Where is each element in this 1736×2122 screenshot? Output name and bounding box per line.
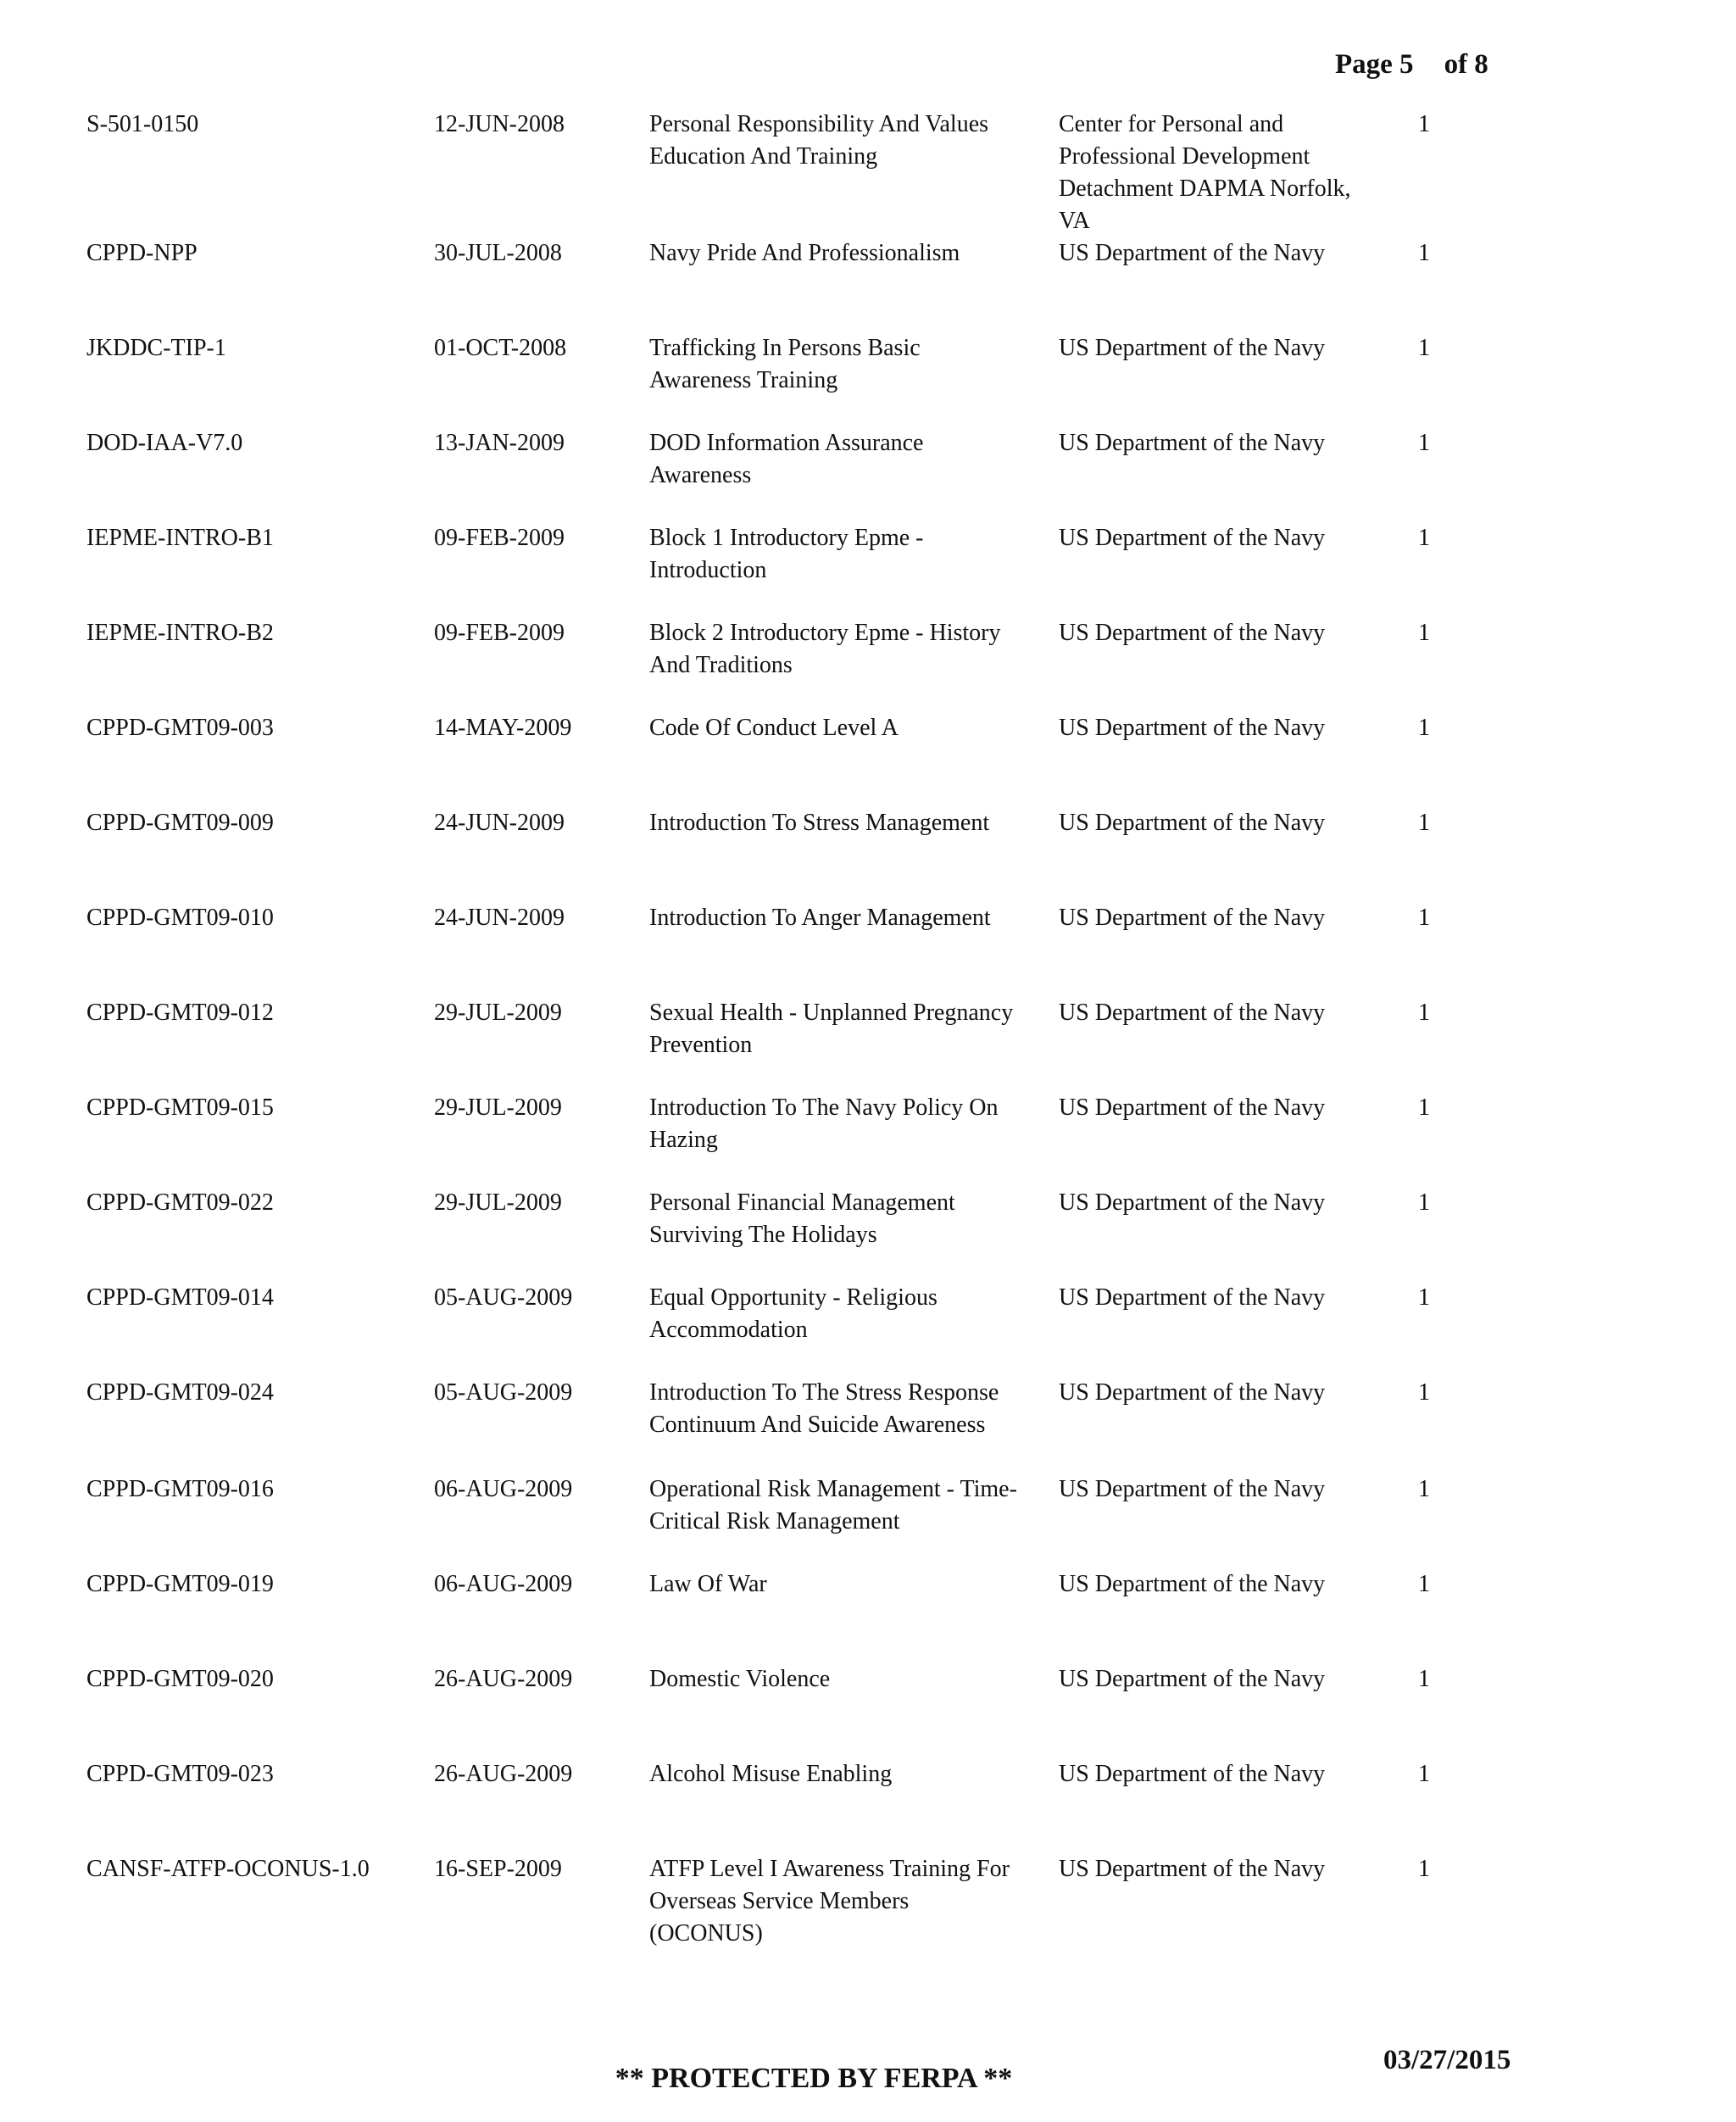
- credit-value: 1: [1418, 525, 1430, 551]
- table-row: [0, 1758, 1736, 1853]
- course-title: ATFP Level I Awareness Training For Overseas Service Members (OCONUS): [649, 1856, 1010, 1947]
- course-code: CPPD-NPP: [86, 240, 198, 266]
- course-title: Navy Pride And Professionalism: [649, 240, 960, 266]
- course-title: Personal Responsibility And Values Education And Training: [649, 111, 989, 170]
- page-number: Page 5: [1335, 49, 1414, 80]
- credit-value: 1: [1418, 620, 1430, 646]
- course-title: Domestic Violence: [649, 1666, 831, 1692]
- course-code: CPPD-GMT09-014: [86, 1284, 274, 1311]
- course-code: CANSF-ATFP-OCONUS-1.0: [86, 1856, 370, 1882]
- completion-date: 01-OCT-2008: [434, 335, 567, 361]
- credit-value: 1: [1418, 1379, 1430, 1406]
- course-title: Alcohol Misuse Enabling: [649, 1761, 893, 1787]
- completion-date: 05-AUG-2009: [434, 1379, 573, 1406]
- institution: US Department of the Navy: [1059, 1284, 1326, 1311]
- credit-value: 1: [1418, 1856, 1430, 1882]
- completion-date: 06-AUG-2009: [434, 1476, 573, 1502]
- course-code: CPPD-GMT09-016: [86, 1476, 274, 1502]
- course-title: Trafficking In Persons Basic Awareness Training: [649, 335, 921, 393]
- completion-date: 09-FEB-2009: [434, 620, 565, 646]
- table-row: [0, 1853, 1736, 1982]
- completion-date: 29-JUL-2009: [434, 1094, 562, 1121]
- course-title: Block 2 Introductory Epme - History And Traditions: [649, 620, 1001, 678]
- institution: US Department of the Navy: [1059, 335, 1326, 361]
- institution: US Department of the Navy: [1059, 1571, 1326, 1597]
- course-title: Code Of Conduct Level A: [649, 715, 899, 741]
- page-indicator: [1335, 49, 1488, 81]
- table-row: [0, 237, 1736, 332]
- institution: Center for Personal and Professional Development Detachment DAPMA Norfolk, VA: [1059, 111, 1351, 234]
- course-title: Introduction To Anger Management: [649, 905, 991, 931]
- completion-date: 29-JUL-2009: [434, 1000, 562, 1026]
- credit-value: 1: [1418, 111, 1430, 137]
- completion-date: 12-JUN-2008: [434, 111, 565, 137]
- course-title: DOD Information Assurance Awareness: [649, 430, 924, 488]
- table-row: [0, 332, 1736, 427]
- institution: US Department of the Navy: [1059, 1856, 1326, 1882]
- table-row: [0, 997, 1736, 1092]
- course-code: S-501-0150: [86, 111, 199, 137]
- completion-date: 09-FEB-2009: [434, 525, 565, 551]
- completion-date: 06-AUG-2009: [434, 1571, 573, 1597]
- course-code: CPPD-GMT09-009: [86, 810, 274, 836]
- completion-date: 24-JUN-2009: [434, 905, 565, 931]
- ferpa-notice: ** PROTECTED BY FERPA **: [615, 2063, 1013, 2094]
- course-title: Sexual Health - Unplanned Pregnancy Prevention: [649, 1000, 1014, 1058]
- credit-value: 1: [1418, 1761, 1430, 1787]
- course-code: CPPD-GMT09-010: [86, 905, 274, 931]
- table-row: [0, 1568, 1736, 1663]
- course-code: IEPME-INTRO-B1: [86, 525, 274, 551]
- credit-value: 1: [1418, 715, 1430, 741]
- completion-date: 26-AUG-2009: [434, 1761, 573, 1787]
- institution: US Department of the Navy: [1059, 1094, 1326, 1121]
- course-code: IEPME-INTRO-B2: [86, 620, 274, 646]
- course-code: CPPD-GMT09-015: [86, 1094, 274, 1121]
- credit-value: 1: [1418, 905, 1430, 931]
- institution: US Department of the Navy: [1059, 905, 1326, 931]
- completion-date: 24-JUN-2009: [434, 810, 565, 836]
- course-title: Equal Opportunity - Religious Accommodation: [649, 1284, 938, 1343]
- table-row: [0, 427, 1736, 522]
- credit-value: 1: [1418, 1284, 1430, 1311]
- course-title: Operational Risk Management - Time-Critical Risk Management: [649, 1476, 1017, 1534]
- table-row: [0, 1377, 1736, 1473]
- course-code: CPPD-GMT09-003: [86, 715, 274, 741]
- table-row: [0, 1092, 1736, 1187]
- completion-date: 14-MAY-2009: [434, 715, 572, 741]
- course-code: CPPD-GMT09-012: [86, 1000, 274, 1026]
- course-code: CPPD-GMT09-019: [86, 1571, 274, 1597]
- institution: US Department of the Navy: [1059, 240, 1326, 266]
- institution: US Department of the Navy: [1059, 620, 1326, 646]
- course-code: JKDDC-TIP-1: [86, 335, 226, 361]
- page-total: of 8: [1444, 49, 1488, 80]
- completion-date: 26-AUG-2009: [434, 1666, 573, 1692]
- credit-value: 1: [1418, 810, 1430, 836]
- credit-value: 1: [1418, 430, 1430, 456]
- course-title: Introduction To The Navy Policy On Hazing: [649, 1094, 999, 1153]
- course-title: Block 1 Introductory Epme - Introduction: [649, 525, 924, 583]
- institution: US Department of the Navy: [1059, 430, 1326, 456]
- table-row: [0, 109, 1736, 237]
- course-code: CPPD-GMT09-020: [86, 1666, 274, 1692]
- table-row: [0, 712, 1736, 807]
- institution: US Department of the Navy: [1059, 1379, 1326, 1406]
- institution: US Department of the Navy: [1059, 1476, 1326, 1502]
- table-row: [0, 522, 1736, 617]
- table-row: [0, 1663, 1736, 1758]
- course-code: DOD-IAA-V7.0: [86, 430, 243, 456]
- completion-date: 13-JAN-2009: [434, 430, 565, 456]
- institution: US Department of the Navy: [1059, 1189, 1326, 1216]
- institution: US Department of the Navy: [1059, 1761, 1326, 1787]
- course-title: Introduction To The Stress Response Continuum And Suicide Awareness: [649, 1379, 999, 1438]
- credit-value: 1: [1418, 1189, 1430, 1216]
- credit-value: 1: [1418, 1476, 1430, 1502]
- table-row: [0, 807, 1736, 902]
- institution: US Department of the Navy: [1059, 810, 1326, 836]
- completion-date: 05-AUG-2009: [434, 1284, 573, 1311]
- institution: US Department of the Navy: [1059, 1000, 1326, 1026]
- institution: US Department of the Navy: [1059, 1666, 1326, 1692]
- course-list: [0, 109, 1736, 1982]
- completion-date: 16-SEP-2009: [434, 1856, 562, 1882]
- institution: US Department of the Navy: [1059, 715, 1326, 741]
- course-title: Law Of War: [649, 1571, 767, 1597]
- course-code: CPPD-GMT09-022: [86, 1189, 274, 1216]
- credit-value: 1: [1418, 1094, 1430, 1121]
- table-row: [0, 1187, 1736, 1282]
- table-row: [0, 902, 1736, 997]
- completion-date: 30-JUL-2008: [434, 240, 562, 266]
- credit-value: 1: [1418, 1571, 1430, 1597]
- course-title: Personal Financial Management Surviving The Holidays: [649, 1189, 955, 1248]
- credit-value: 1: [1418, 1000, 1430, 1026]
- completion-date: 29-JUL-2009: [434, 1189, 562, 1216]
- credit-value: 1: [1418, 335, 1430, 361]
- credit-value: 1: [1418, 1666, 1430, 1692]
- table-row: [0, 1282, 1736, 1377]
- course-code: CPPD-GMT09-024: [86, 1379, 274, 1406]
- footer-date: 03/27/2015: [1383, 2045, 1511, 2075]
- course-code: CPPD-GMT09-023: [86, 1761, 274, 1787]
- table-row: [0, 617, 1736, 712]
- table-row: [0, 1473, 1736, 1568]
- course-title: Introduction To Stress Management: [649, 810, 990, 836]
- credit-value: 1: [1418, 240, 1430, 266]
- institution: US Department of the Navy: [1059, 525, 1326, 551]
